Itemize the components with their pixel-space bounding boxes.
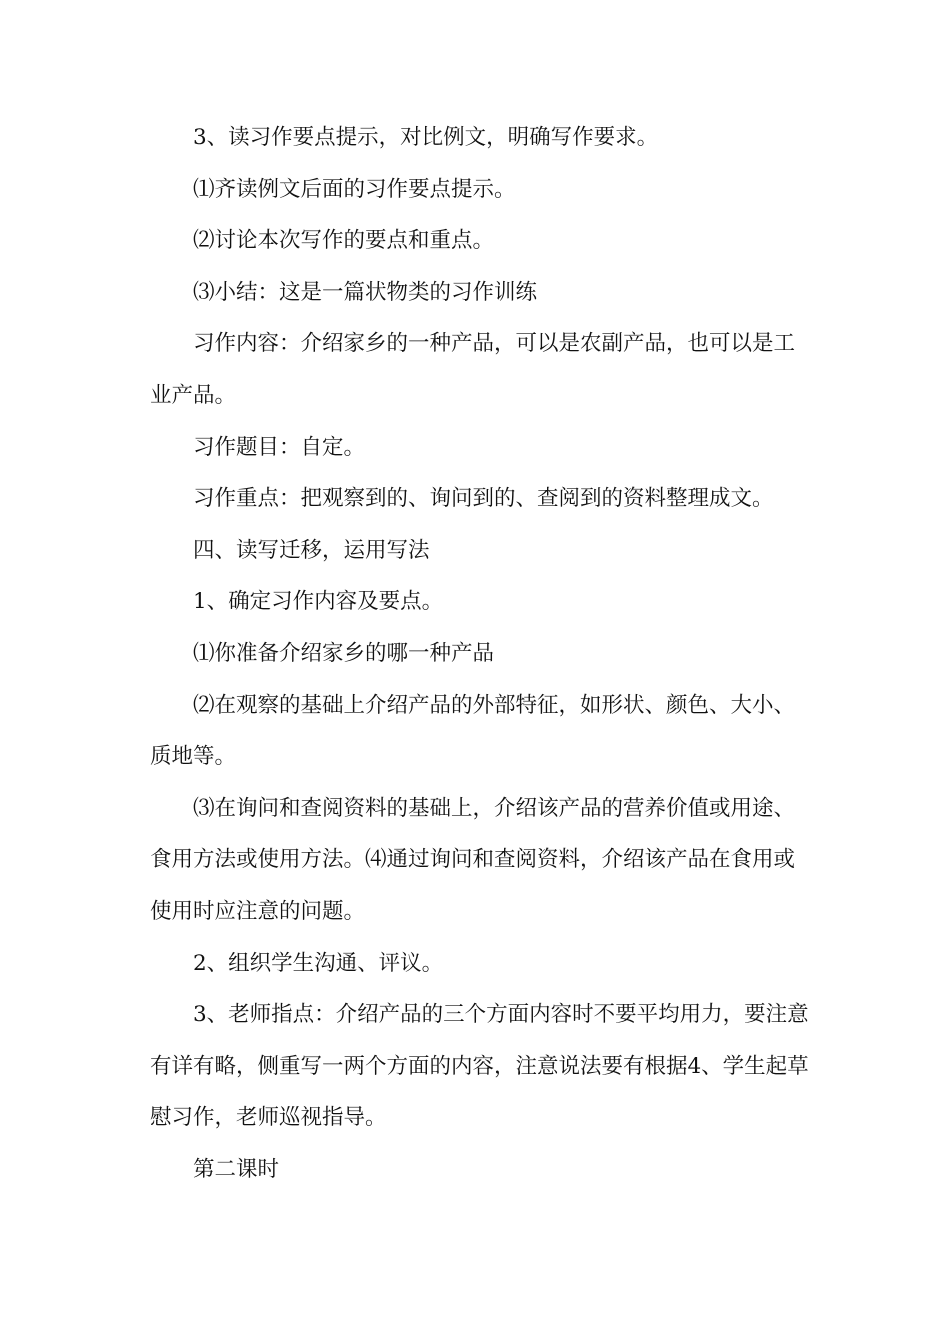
- paragraph-sub-1-read-tips: ⑴齐读例文后面的习作要点提示。: [193, 176, 516, 202]
- document-body: [150, 112, 810, 1195]
- paragraph-sub-2-features: ⑵在观察的基础上介绍产品的外部特征，如形状、颜色、大小、质地等。: [150, 692, 796, 770]
- section-heading-four: 四、读写迁移，运用写法: [193, 537, 430, 563]
- paragraph-sub-3-summary: ⑶小结：这是一篇状物类的习作训练: [193, 279, 538, 305]
- paragraph-step-2-discuss: 2、组织学生沟通、评议。: [193, 950, 444, 976]
- heading-second-lesson: 第二课时: [193, 1156, 280, 1182]
- paragraph-step-3-teacher: 3、老师指点：介绍产品的三个方面内容时不要平均用力，要注意有详有略，侧重写一两个方面的内容，注意说法要有根据4、学生起草慰习作，老师巡视指导。: [150, 1002, 809, 1131]
- paragraph-sub-2-discuss: ⑵讨论本次写作的要点和重点。: [193, 228, 495, 254]
- paragraph-sub-3-4-value-usage: ⑶在询问和查阅资料的基础上，介绍该产品的营养价值或用途、食用方法或使用方法。⑷通过询问和查阅资料，介绍该产品在食用或使用时应注意的问题。: [150, 795, 796, 924]
- paragraph-step-3-read-tips: 3、读习作要点提示，对比例文，明确写作要求。: [193, 125, 659, 150]
- paragraph-writing-focus: 习作重点：把观察到的、询问到的、查阅到的资料整理成文。: [193, 486, 774, 512]
- paragraph-writing-title: 习作题目：自定。: [193, 434, 366, 460]
- paragraph-writing-content: 习作内容：介绍家乡的一种产品，可以是农副产品，也可以是工业产品。: [150, 331, 796, 408]
- paragraph-step-1-determine: 1、确定习作内容及要点。: [193, 589, 444, 615]
- paragraph-sub-1-product: ⑴你准备介绍家乡的哪一种产品: [193, 640, 495, 666]
